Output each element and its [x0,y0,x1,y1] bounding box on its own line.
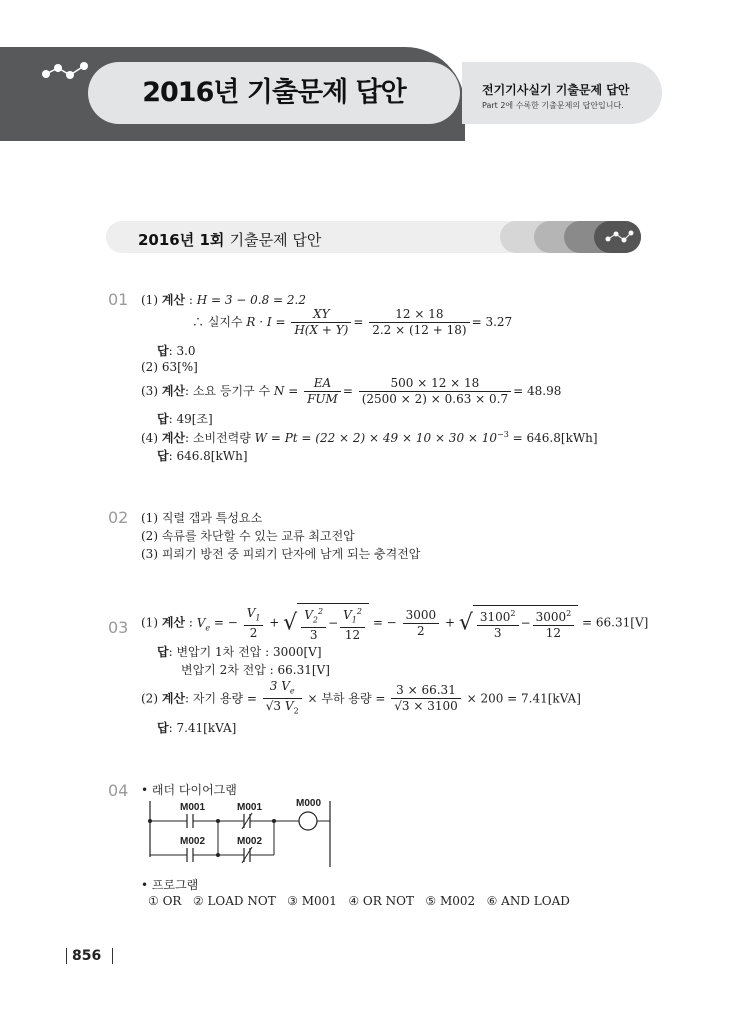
q1-answer3: 답: 49[조] [157,412,213,426]
q1-answer1: 답: 3.0 [157,344,196,358]
book-title: 전기기사실기 기출문제 답안 [482,83,630,97]
contact-label: M002 [180,836,206,847]
program-list: ① OR ② LOAD NOT ③ M001 ④ OR NOT ⑤ M002 ⑥ AND LOAD [148,894,570,908]
q1-answer4: 답: 646.8[kWh] [157,449,248,463]
q2-line3: (3) 피뢰기 방전 중 피뢰기 단자에 남게 되는 충격전압 [141,547,421,561]
q3-line1: (1) 계산 : $V_e$ = − $\frac{V_1}{2}$ + √ $\frac{V_2^2}{3}$ − $\frac{V_1^2}{12}$ = − $\frac{3000}{2}$ + √ $\frac{3100^2}{3}$ − $\frac{3000^2}{12}$ = 66.31[V] [141,603,648,643]
page-bar-left [66,948,67,964]
section-title [138,229,321,250]
q1-line1: (1) 계산 : H = 3 − 0.8 = 2.2 [141,293,307,307]
q1-line5: (4) 계산: 소비전력량 $W = Pt = (22 \times 2) \times 49 \times 10 \times 30 \times 10^{-3} = 646.8[kWh]$ [141,430,598,445]
q1-line3: (2) 63[%] [141,360,198,374]
page-title: 2016년 기출문제 답안 [142,77,406,108]
coil-m000 [299,812,317,830]
q3-line2: (2) 계산: 자기 용량 = $\frac{3 V_e}{√3 V_2}$ × 부하 용량 = $\frac{3 \times 66.31}{√3 \times 3100}$ × 200 = 7.41[kVA] [141,679,581,716]
question-number: 04 [108,781,129,800]
contact-label: M001 [237,802,263,813]
contact-label: M001 [180,802,206,813]
page-bar-right [112,948,113,964]
contact-label: M002 [237,836,263,847]
question-number: 01 [108,290,129,309]
q3-answer1: 답: 변압기 1차 전압 : 3000[V] [157,645,322,659]
page-number: 856 [72,948,102,964]
book-subtitle: Part 2에 수록한 기출문제의 답안입니다. [482,101,624,110]
q1-line4: (3) 계산: 소요 등기구 수 N = $\frac{EA}{\text{FUM}}$ = $\frac{500 \times 12 \times 18}{(2500 \times 2) \times 0.63 \times 0.7}$ = 48.98 [141,376,562,406]
q2-line1: (1) 직렬 갭과 특성요소 [141,511,263,525]
q3-answer2: 답: 7.41[kVA] [157,721,237,735]
section-dots-icon [604,229,634,245]
q1-line2: ∴ 실지수 R · I = $\frac{XY}{H(X + Y)}$ = $\frac{12 \times 18}{2.2 \times (12 + 18)}$ = 3.27 [192,307,513,337]
dots-decoration-icon [40,60,92,82]
coil-label: M000 [296,798,322,809]
section-title-bold: 2016년 1회 [138,231,225,249]
question-number: 02 [108,508,129,527]
section-title-rest: 기출문제 답안 [229,231,322,249]
question-number: 03 [108,618,129,637]
ladder-title: • 래더 다이어그램 [141,783,237,797]
q2-line2: (2) 속류를 차단할 수 있는 교류 최고전압 [141,529,355,543]
q3-answer1b: 변압기 2차 전압 : 66.31[V] [181,663,330,677]
program-title: • 프로그램 [141,878,199,892]
